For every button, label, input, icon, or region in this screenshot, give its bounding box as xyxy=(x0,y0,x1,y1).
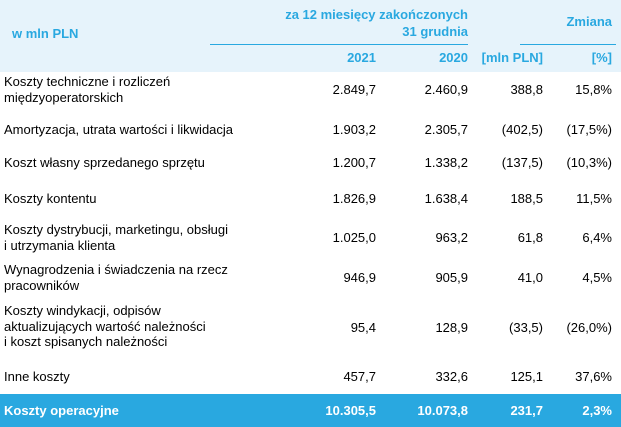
total-change-pct: 2,3% xyxy=(582,403,612,418)
row-label: Koszt własny sprzedanego sprzętu xyxy=(4,155,205,170)
value-2021: 1.025,0 xyxy=(332,230,376,245)
change-abs: 41,0 xyxy=(517,270,543,285)
value-2020: 963,2 xyxy=(435,230,468,245)
period-divider xyxy=(210,44,468,45)
change-abs: (33,5) xyxy=(509,320,543,335)
row-label: Koszty kontentu xyxy=(4,191,97,206)
period-header xyxy=(210,6,468,40)
change-abs: (402,5) xyxy=(501,122,543,137)
row-label: Inne koszty xyxy=(4,369,70,384)
row-label-line: pracowników xyxy=(4,277,80,293)
total-label: Koszty operacyjne xyxy=(4,403,119,418)
period-line-2: 31 grudnia xyxy=(402,24,468,39)
row-label-line: międzyoperatorskich xyxy=(4,89,124,105)
change-pct: (10,3%) xyxy=(566,155,612,170)
change-abs: 61,8 xyxy=(517,230,543,245)
value-2020: 332,6 xyxy=(435,369,468,384)
row-label xyxy=(4,303,272,350)
change-pct: (17,5%) xyxy=(566,122,612,137)
total-2020: 10.073,8 xyxy=(417,403,468,418)
col-header-change-pct: [%] xyxy=(591,50,612,65)
change-pct: 6,4% xyxy=(582,230,612,245)
row-label-line: Wynagrodzenia i świadczenia na rzecz xyxy=(4,262,228,277)
col-header-2021: 2021 xyxy=(347,50,376,65)
row-label: Amortyzacja, utrata wartości i likwidacja xyxy=(4,122,234,137)
change-abs: 125,1 xyxy=(510,369,543,384)
change-pct: 4,5% xyxy=(582,270,612,285)
total-row xyxy=(0,394,621,427)
row-label xyxy=(4,222,272,253)
period-line-1: za 12 miesięcy zakończonych xyxy=(285,7,468,22)
value-2021: 1.903,2 xyxy=(332,122,376,137)
change-abs: (137,5) xyxy=(501,155,543,170)
value-2021: 946,9 xyxy=(343,270,376,285)
value-2020: 1.638,4 xyxy=(424,191,468,206)
change-pct: 37,6% xyxy=(575,369,612,384)
row-label-line: i koszt spisanych należności xyxy=(4,334,168,349)
row-label xyxy=(4,74,272,105)
table-header xyxy=(0,0,621,72)
value-2021: 457,7 xyxy=(343,369,376,384)
change-header: Zmiana xyxy=(566,14,612,29)
value-2020: 905,9 xyxy=(435,270,468,285)
value-2020: 2.305,7 xyxy=(424,122,468,137)
col-header-change-abs: [mln PLN] xyxy=(481,50,543,65)
unit-label: w mln PLN xyxy=(12,26,79,41)
row-label-line: aktualizujących wartość należności xyxy=(4,318,206,334)
value-2021: 2.849,7 xyxy=(332,82,376,97)
change-abs: 188,5 xyxy=(510,191,543,206)
value-2020: 1.338,2 xyxy=(424,155,468,170)
total-change-abs: 231,7 xyxy=(510,403,543,418)
value-2021: 1.826,9 xyxy=(332,191,376,206)
value-2021: 95,4 xyxy=(350,320,376,335)
row-label xyxy=(4,262,272,293)
change-pct: (26,0%) xyxy=(566,320,612,335)
change-divider xyxy=(520,44,616,45)
change-abs: 388,8 xyxy=(510,82,543,97)
change-pct: 11,5% xyxy=(576,191,612,206)
col-header-2020: 2020 xyxy=(439,50,468,65)
row-label-line: Koszty techniczne i rozliczeń xyxy=(4,74,171,89)
row-label-line: i utrzymania klienta xyxy=(4,237,116,253)
change-pct: 15,8% xyxy=(575,82,612,97)
row-label-line: Koszty windykacji, odpisów xyxy=(4,303,161,318)
value-2020: 2.460,9 xyxy=(424,82,468,97)
value-2020: 128,9 xyxy=(435,320,468,335)
row-label-line: Koszty dystrybucji, marketingu, obsługi xyxy=(4,222,228,237)
total-2021: 10.305,5 xyxy=(325,403,376,418)
value-2021: 1.200,7 xyxy=(332,155,376,170)
